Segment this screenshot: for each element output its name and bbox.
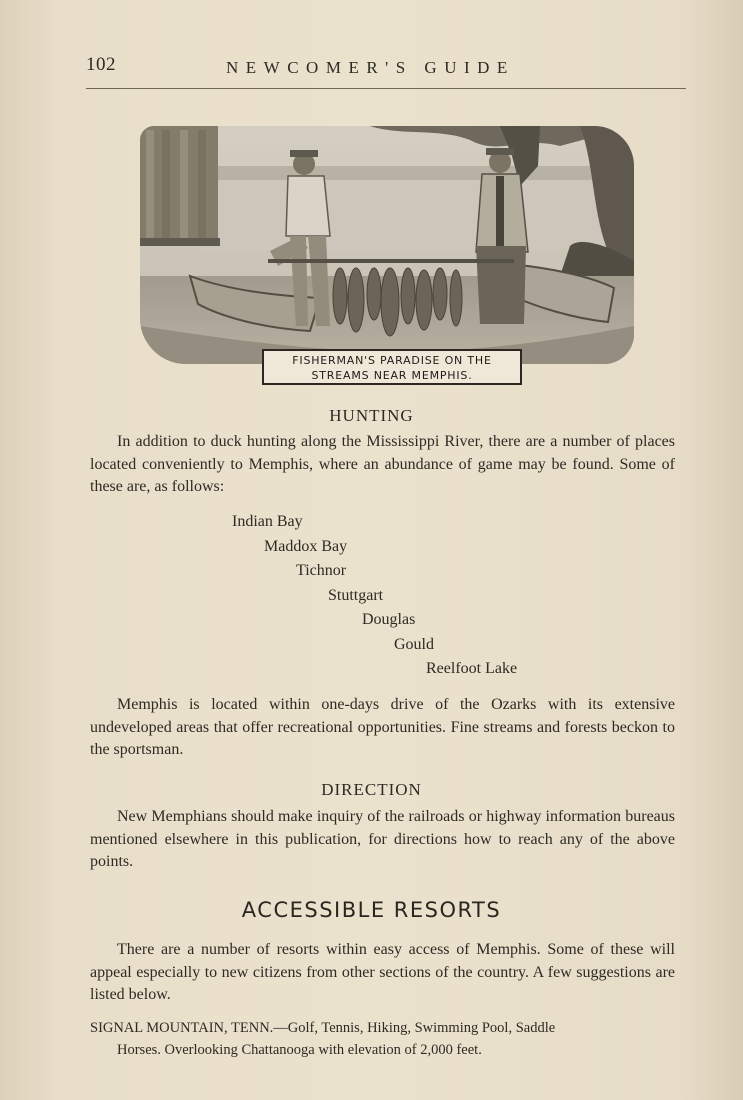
fishing-photo-image xyxy=(140,126,634,364)
place-item: Gould xyxy=(394,636,434,653)
place-item: Stuttgart xyxy=(328,587,384,604)
resort-entry-signal-mountain xyxy=(90,1017,680,1061)
resorts-intro-paragraph: There are a number of resorts within easy access of Memphis. Some of these will appeal especially to new citizens from other sections of the country. A few suggestions are listed below. xyxy=(90,941,675,1003)
page-number: 102 xyxy=(86,54,116,75)
ozarks-paragraph: Memphis is located within one-days drive of the Ozarks with its extensive undeveloped areas that offer recreational opportunities. Fine streams and forests beckon to the sportsman. xyxy=(90,696,675,758)
direction-paragraph: New Memphians should make inquiry of the railroads or highway information bureaus mentioned elsewhere in this publication, for directions how to reach any of the above points. xyxy=(90,808,675,870)
page-header xyxy=(86,52,686,89)
fishing-photo xyxy=(140,126,634,364)
place-item: Reelfoot Lake xyxy=(426,660,518,677)
photo-caption-line2: STREAMS NEAR MEMPHIS. xyxy=(311,369,473,382)
place-item: Maddox Bay xyxy=(264,538,348,555)
photo-caption xyxy=(262,349,522,385)
resort-entry-line1: SIGNAL MOUNTAIN, TENN.—Golf, Tennis, Hiking, Swimming Pool, Saddle xyxy=(90,1020,556,1036)
resorts-heading: ACCESSIBLE RESORTS xyxy=(241,898,502,922)
hunting-heading: HUNTING xyxy=(329,406,414,425)
photo-caption-line1: FISHERMAN'S PARADISE ON THE xyxy=(292,354,492,367)
fishing-photo-figure xyxy=(140,126,634,382)
hunting-intro-paragraph: In addition to duck hunting along the Mississippi River, there are a number of places located conveniently to Memphis, where an abundance of game may be found. Some of these are, as follows: xyxy=(90,433,675,495)
resort-entry-line2: Horses. Overlooking Chattanooga with elevation of 2,000 feet. xyxy=(117,1042,482,1058)
place-item: Indian Bay xyxy=(232,513,303,530)
place-item: Douglas xyxy=(362,611,416,628)
direction-heading: DIRECTION xyxy=(321,780,422,799)
place-item: Tichnor xyxy=(296,562,347,579)
running-title: NEWCOMER'S GUIDE xyxy=(226,58,515,77)
